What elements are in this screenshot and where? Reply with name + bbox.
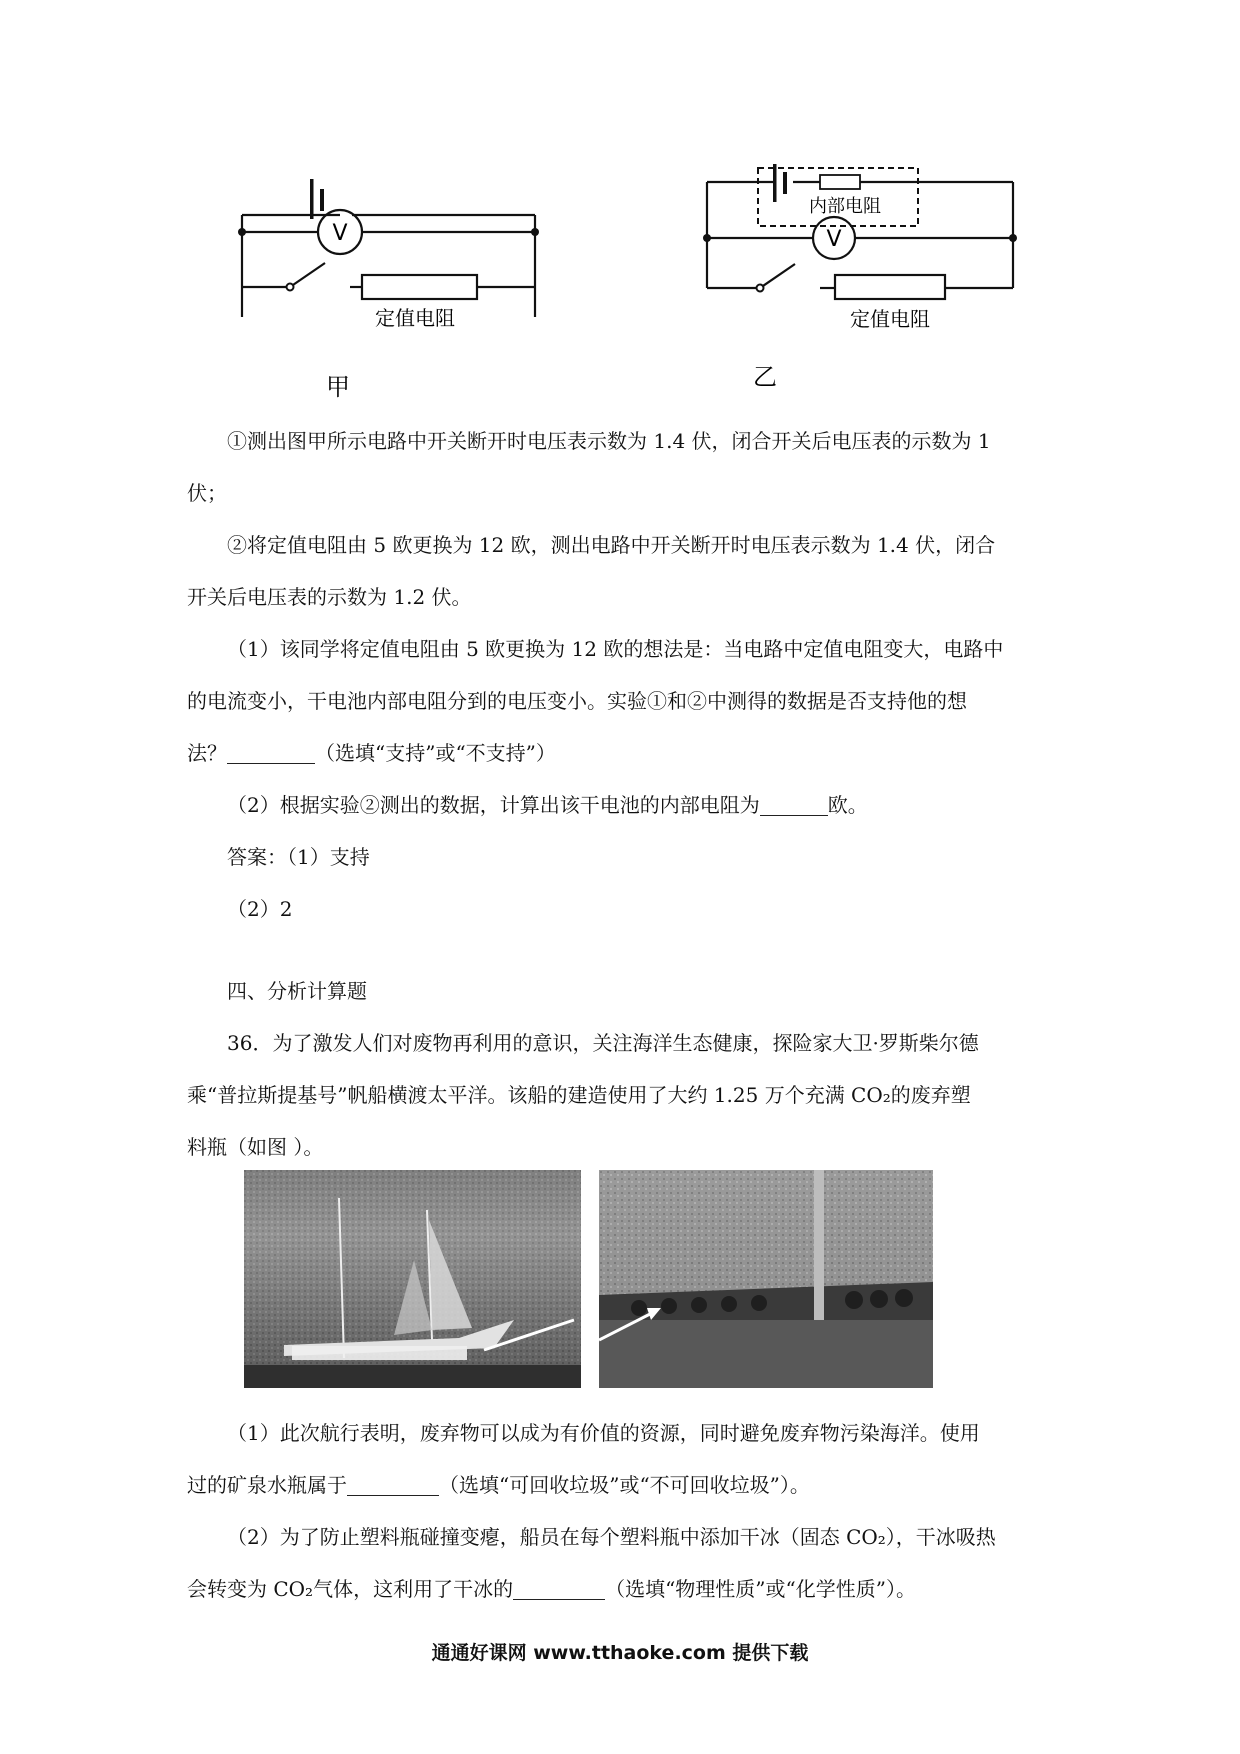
answer-blank[interactable] <box>227 741 315 764</box>
question36-line1: 36．为了激发人们对废物再利用的意识，关注海洋生态健康，探险家大卫·罗斯柴尔德 <box>227 1031 979 1055</box>
question36-2-prefix: 会转变为 CO₂气体，这利用了干冰的 <box>187 1577 514 1601</box>
question2-suffix: 欧。 <box>827 793 868 817</box>
bottles-closeup-photo <box>599 1170 933 1388</box>
internal-resistance-label: 内部电阻 <box>809 196 881 217</box>
voltmeter-symbol: V <box>332 221 348 246</box>
question36-2-line1: （2）为了防止塑料瓶碰撞变瘪，船员在每个塑料瓶中添加干冰（固态 CO₂），干冰吸热 <box>227 1525 996 1549</box>
question36-2-options: （选填“物理性质”或“化学性质”）。 <box>605 1577 916 1601</box>
question36-1-options: （选填“可回收垃圾”或“不可回收垃圾”）。 <box>439 1473 810 1497</box>
resistor-label: 定值电阻 <box>850 307 930 331</box>
question36-line2: 乘“普拉斯提基号”帆船横渡太平洋。该船的建造使用了大约 1.25 万个充满 CO₂的废弃塑 <box>187 1083 971 1107</box>
figure-caption: 乙 <box>753 363 777 391</box>
section-heading: 四、分析计算题 <box>227 979 367 1003</box>
answer-line1: 答案：（1）支持 <box>227 845 370 869</box>
question2-line <box>227 779 868 831</box>
voltmeter-symbol: V <box>826 227 842 252</box>
question1-line3 <box>187 727 556 779</box>
question1-prefix: 法？ <box>187 741 227 765</box>
answer-blank[interactable] <box>347 1473 439 1496</box>
question36-line3: 料瓶（如图 ）。 <box>187 1135 324 1159</box>
question2-prefix: （2）根据实验②测出的数据，计算出该干电池的内部电阻为 <box>227 793 760 817</box>
circuit-diagram-jia <box>230 175 550 405</box>
step1-line1: ①测出图甲所示电路中开关断开时电压表示数为 1.4 伏，闭合开关后电压表的示数为 1 <box>227 429 991 453</box>
question1-line1: （1）该同学将定值电阻由 5 欧更换为 12 欧的想法是：当电路中定值电阻变大，电路中 <box>227 637 1004 661</box>
circuit-diagram-yi <box>695 160 1025 400</box>
question1-options: （选填“支持”或“不支持”） <box>315 741 556 765</box>
answer-line2: （2）2 <box>227 897 293 921</box>
figure-caption: 甲 <box>326 373 350 401</box>
footer-watermark: 通通好课网 www.tthaoke.com 提供下载 <box>431 1642 809 1664</box>
step2-line1: ②将定值电阻由 5 欧更换为 12 欧，测出电路中开关断开时电压表示数为 1.4 伏，闭合 <box>227 533 996 557</box>
boat-photo <box>244 1170 581 1388</box>
step2-line2: 开关后电压表的示数为 1.2 伏。 <box>187 585 472 609</box>
question1-line2: 的电流变小，干电池内部电阻分到的电压变小。实验①和②中测得的数据是否支持他的想 <box>187 689 967 713</box>
question36-2-line2 <box>187 1563 916 1615</box>
question36-1-line2 <box>187 1459 810 1511</box>
step1-line2: 伏； <box>187 481 227 505</box>
question36-1-line1: （1）此次航行表明，废弃物可以成为有价值的资源，同时避免废弃物污染海洋。使用 <box>227 1421 980 1445</box>
resistor-label: 定值电阻 <box>375 306 455 330</box>
question36-1-prefix: 过的矿泉水瓶属于 <box>187 1473 347 1497</box>
answer-blank[interactable] <box>760 793 828 816</box>
answer-blank[interactable] <box>513 1577 605 1600</box>
